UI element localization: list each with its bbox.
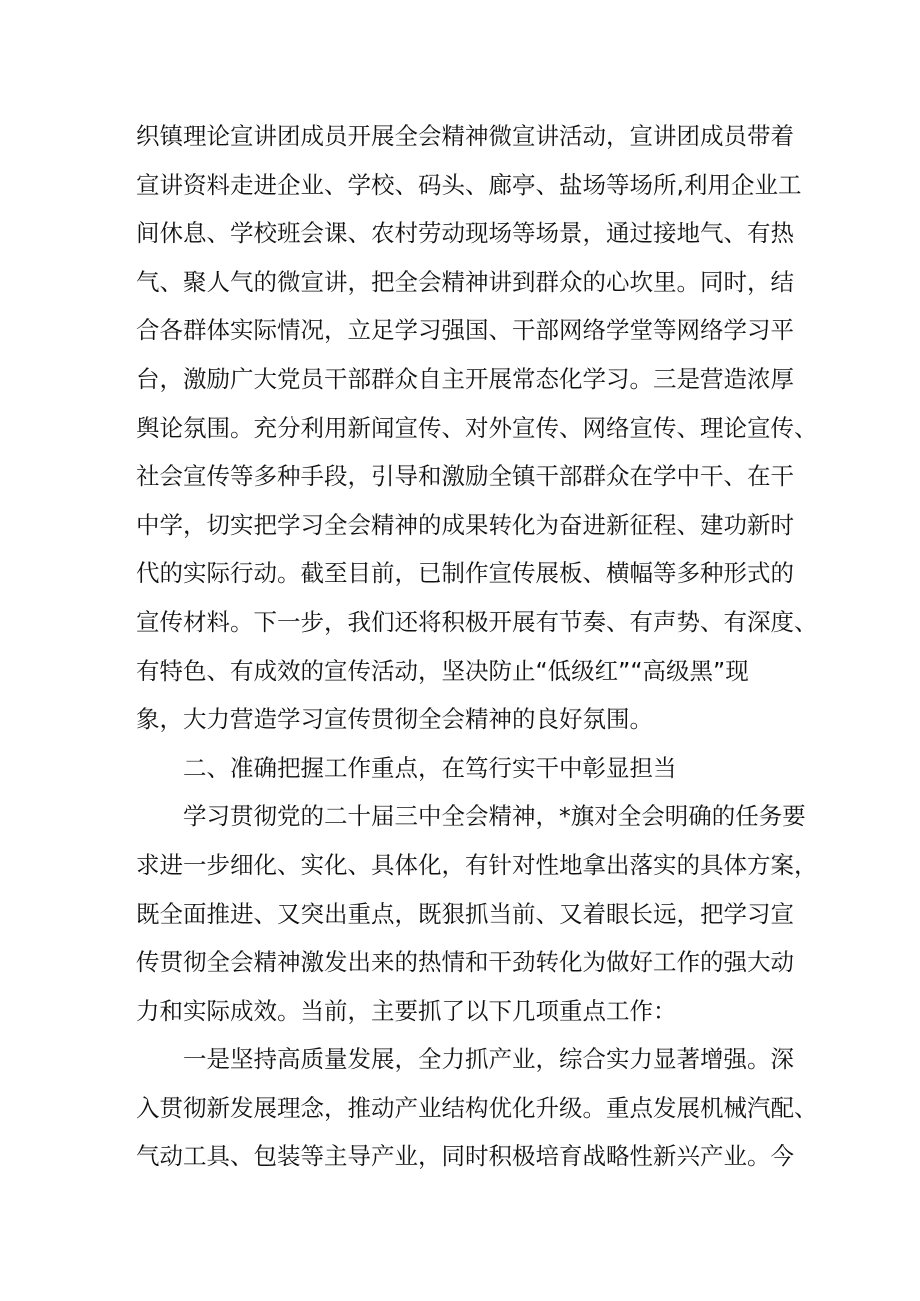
text-line: 间休息、学校班会课、农村劳动现场等场景，通过接地气、有热 [136,219,794,248]
text-line: 气动工具、包装等主导产业，同时积极培育战略性新兴产业。今 [136,1142,794,1171]
text-line: 求进一步细化、实化、具体化，有针对性地拿出落实的具体方案， [136,850,818,879]
paragraph-first-line: 学习贯彻党的二十届三中全会精神，*旗对全会明确的任务要 [183,802,806,831]
text-line: 气、聚人气的微宣讲，把全会精神讲到群众的心坎里。同时，结 [136,267,794,296]
text-line: 象，大力营造学习宣传贯彻全会精神的良好氛围。 [136,705,653,734]
text-line: 中学，切实把学习全会精神的成果转化为奋进新征程、建功新时 [136,510,794,539]
section-heading: 二、准确把握工作重点，在笃行实干中彰显担当 [183,753,677,782]
text-line: 舆论氛围。充分利用新闻宣传、对外宣传、网络宣传、理论宣传、 [136,413,818,442]
text-line: 社会宣传等多种手段，引导和激励全镇干部群众在学中干、在干 [136,462,794,491]
text-line: 宣传材料。下一步，我们还将积极开展有节奏、有声势、有深度、 [136,607,818,636]
body-text [136,112,818,1181]
text-line: 有特色、有成效的宣传活动，坚决防止“低级红”“高级黑”现 [136,656,749,685]
text-line: 入贯彻新发展理念，推动产业结构优化升级。重点发展机械汽配、 [136,1093,818,1122]
text-line: 织镇理论宣讲团成员开展全会精神微宣讲活动，宣讲团成员带着 [136,122,794,150]
text-line: 传贯彻全会精神激发出来的热情和干劲转化为做好工作的强大动 [136,948,794,977]
text-line: 台，激励广大党员干部群众自主开展常态化学习。三是营造浓厚 [136,364,794,393]
text-line: 宣讲资料走进企业、学校、码头、廊亭、盐场等场所,利用企业工 [136,170,802,199]
paragraph-first-line: 一是坚持高质量发展，全力抓产业，综合实力显著增强。深 [183,1045,794,1074]
text-line: 合各群体实际情况，立足学习强国、干部网络学堂等网络学习平 [136,316,794,345]
text-line: 代的实际行动。截至目前，已制作宣传展板、横幅等多种形式的 [136,559,794,588]
text-line: 既全面推进、又突出重点，既狠抓当前、又着眼长远，把学习宣 [136,899,794,928]
text-line: 力和实际成效。当前，主要抓了以下几项重点工作： [136,996,677,1025]
